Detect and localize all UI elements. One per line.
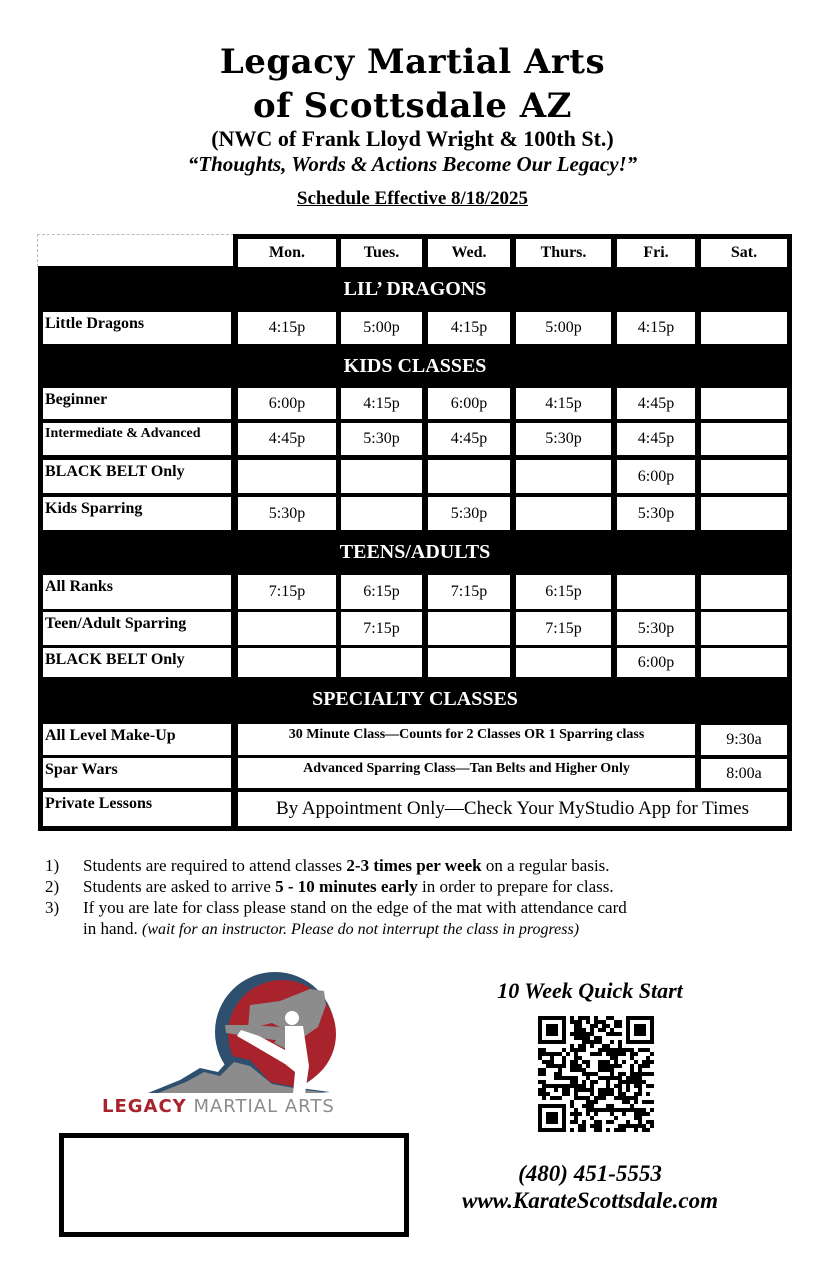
time-cell — [701, 497, 787, 530]
blank-stamp-box — [59, 1133, 409, 1237]
title-line-2: of Scottsdale AZ — [252, 86, 572, 126]
time-cell — [701, 388, 787, 419]
rule-number: 3) — [45, 898, 60, 917]
time-cell: 4:45p — [238, 423, 336, 455]
class-label: Little Dragons — [43, 312, 231, 344]
time-cell: 9:30a — [701, 725, 787, 755]
logo-word-martial-arts: MARTIAL ARTS — [193, 1096, 335, 1117]
schedule-effective-date: Schedule Effective 8/18/2025 — [296, 188, 529, 209]
class-label: Kids Sparring — [43, 497, 231, 530]
time-cell: 8:00a — [701, 759, 787, 788]
rule-text: Students are required to attend classes — [83, 856, 347, 875]
time-cell: 7:15p — [341, 612, 422, 645]
time-cell — [617, 575, 695, 609]
rules-list — [45, 856, 785, 946]
time-cell: 5:30p — [428, 497, 510, 530]
section-header: SPECIALTY CLASSES — [312, 687, 518, 710]
day-header-tues: Tues. — [341, 239, 422, 267]
time-cell: 5:30p — [238, 497, 336, 530]
time-cell: 5:00p — [341, 312, 422, 344]
class-label: All Level Make-Up — [43, 724, 231, 755]
time-cell — [341, 460, 422, 493]
section-header: LIL’ DRAGONS — [343, 278, 487, 300]
rule-number: 1) — [45, 856, 60, 875]
time-cell: 5:00p — [516, 312, 611, 344]
time-cell — [428, 460, 510, 493]
time-cell — [701, 648, 787, 677]
class-label: BLACK BELT Only — [43, 460, 231, 493]
time-cell: 5:30p — [341, 423, 422, 455]
logo-wordmark — [102, 1096, 392, 1117]
time-cell: 4:15p — [428, 312, 510, 344]
time-cell — [238, 612, 336, 645]
time-cell: 6:00p — [617, 460, 695, 493]
class-label: BLACK BELT Only — [43, 648, 231, 677]
time-cell — [428, 612, 510, 645]
class-label: Beginner — [43, 388, 231, 419]
time-cell — [341, 648, 422, 677]
time-cell: 4:15p — [238, 312, 336, 344]
motto: “Thoughts, Words & Actions Become Our Legacy!” — [187, 152, 638, 176]
rule-text: on a regular basis. — [481, 856, 610, 875]
time-cell: 7:15p — [516, 612, 611, 645]
time-cell: 6:00p — [428, 388, 510, 419]
rule-text: If you are late for class please stand on the edge of the mat with attendance card — [83, 898, 627, 917]
time-cell: 5:30p — [516, 423, 611, 455]
class-description: 30 Minute Class—Counts for 2 Classes OR 1 Sparring class — [238, 724, 695, 755]
rule-emphasis: 2-3 times per week — [346, 856, 482, 875]
day-header-wed: Wed. — [428, 239, 510, 267]
time-cell: 4:45p — [617, 388, 695, 419]
rule-text: in hand. — [83, 919, 143, 938]
time-cell: 4:15p — [341, 388, 422, 419]
class-description: Advanced Sparring Class—Tan Belts and Higher Only — [238, 758, 695, 788]
time-cell — [428, 648, 510, 677]
time-cell — [701, 312, 787, 344]
section-header: TEENS/ADULTS — [339, 541, 491, 563]
time-cell: 4:15p — [516, 388, 611, 419]
logo-word-legacy: LEGACY — [102, 1096, 187, 1117]
time-cell: 5:30p — [617, 497, 695, 530]
time-cell: 7:15p — [428, 575, 510, 609]
title-line-1: Legacy Martial Arts — [219, 42, 606, 82]
rule-text: Students are asked to arrive — [83, 877, 276, 896]
day-header-mon: Mon. — [238, 239, 336, 267]
location: (NWC of Frank Lloyd Wright & 100th St.) — [211, 126, 614, 151]
rule-emphasis: 5 - 10 minutes early — [275, 877, 418, 896]
time-cell — [341, 497, 422, 530]
time-cell — [701, 423, 787, 455]
time-cell: 7:15p — [238, 575, 336, 609]
time-cell — [701, 575, 787, 609]
day-header-fri: Fri. — [617, 239, 695, 267]
section-header: KIDS CLASSES — [343, 354, 487, 377]
time-cell: 5:30p — [617, 612, 695, 645]
phone-number: (480) 451-5553 — [518, 1161, 662, 1186]
time-cell: 4:45p — [428, 423, 510, 455]
class-label: Teen/Adult Sparring — [43, 612, 231, 645]
day-header-thurs: Thurs. — [516, 239, 611, 267]
time-cell — [701, 612, 787, 645]
class-label: Intermediate & Advanced — [43, 423, 231, 455]
class-label: Private Lessons — [43, 792, 231, 826]
quick-start-heading: 10 Week Quick Start — [497, 978, 683, 1003]
day-header-sat: Sat. — [701, 239, 787, 267]
qr-code-icon[interactable] — [538, 1016, 654, 1132]
time-cell: 6:15p — [341, 575, 422, 609]
time-cell — [516, 648, 611, 677]
table-corner — [37, 234, 234, 267]
time-cell: 6:00p — [238, 388, 336, 419]
time-cell: 6:15p — [516, 575, 611, 609]
rule-number: 2) — [45, 877, 60, 896]
time-cell — [238, 460, 336, 493]
time-cell — [516, 460, 611, 493]
time-cell — [516, 497, 611, 530]
class-description: By Appointment Only—Check Your MyStudio App for Times — [238, 792, 787, 826]
legacy-logo — [100, 970, 390, 1120]
rule-note: (wait for an instructor. Please do not interrupt the class in progress) — [142, 921, 580, 938]
time-cell: 6:00p — [617, 648, 695, 677]
class-label: All Ranks — [43, 575, 231, 609]
time-cell — [701, 460, 787, 493]
time-cell: 4:45p — [617, 423, 695, 455]
class-label: Spar Wars — [43, 758, 231, 788]
time-cell — [238, 648, 336, 677]
website-link[interactable]: www.KarateScottsdale.com — [462, 1188, 718, 1213]
time-cell: 4:15p — [617, 312, 695, 344]
rule-text: in order to prepare for class. — [417, 877, 614, 896]
